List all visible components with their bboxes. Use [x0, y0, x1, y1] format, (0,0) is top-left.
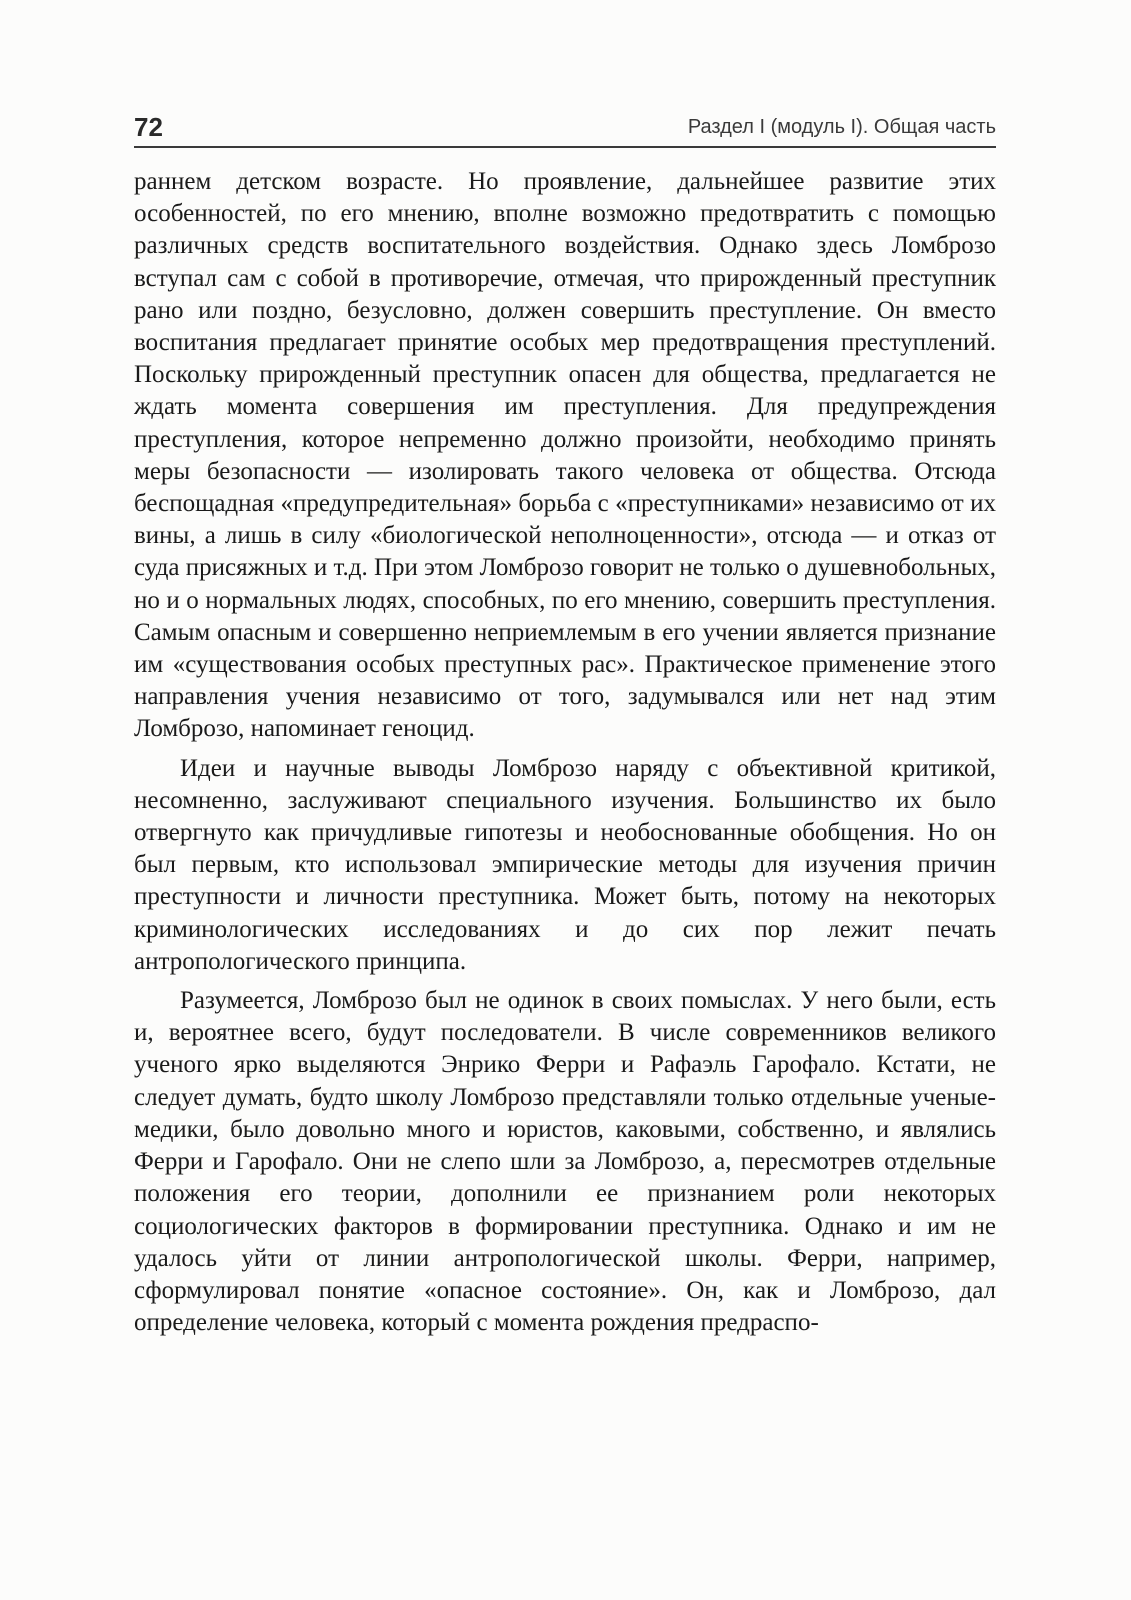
- paragraph-continued: раннем детском возрасте. Но проявление, дальнейшее развитие этих особенностей, по его мнению, вполне возможно предотвратить с помощью различных средств воспитательного воздействия. Однако здесь Ломброзо вступал сам с собой в противоречие, отмечая, что прирожденный преступник рано или поздно, безусловно, должен совершить преступление. Он вместо воспитания предлагает принятие особых мер предотвращения преступлений. Поскольку прирожденный преступник опасен для общества, предлагается не ждать момента совершения им преступления. Для предупреждения преступления, которое непременно должно произойти, необходимо принять меры безопасности — изолировать такого человека от общества. Отсюда беспощадная «предупредительная» борьба с «преступниками» независимо от их вины, а лишь в силу «биологической неполноценности», отсюда — и отказ от суда присяжных и т.д. При этом Ломброзо говорит не только о душевнобольных, но и о нормальных людях, способных, по его мнению, совершить преступления. Самым опасным и совершенно неприемлемым в его учении является признание им «существования особых преступных рас». Практическое применение этого направления учения независимо от того, задумывался или нет над этим Ломброзо, напоминает геноцид.: [134, 168, 996, 743]
- page-number: 72: [134, 112, 163, 142]
- section-title: Раздел I (модуль I). Общая часть: [687, 116, 996, 138]
- body-text: [134, 166, 996, 1339]
- paragraph-followers: Разумеется, Ломброзо был не одинок в своих помыслах. У него были, есть и, вероятнее всего, будут последователи. В числе современников великого ученого ярко выделяются Энрико Ферри и Рафаэль Гарофало. Кстати, не следует думать, будто школу Ломброзо представляли только отдельные ученые-медики, было довольно много и юристов, каковыми, собственно, и являлись Ферри и Гарофало. Они не слепо шли за Ломброзо, а, пересмотрев отдельные положения его теории, дополнили ее признанием роли некоторых социологических факторов в формировании преступника. Однако и им не удалось уйти от линии антропологической школы. Ферри, например, сформулировал понятие «опасное состояние». Он, как и Ломброзо, дал определение человека, который с момента рождения предраспо-: [134, 987, 996, 1337]
- running-header: [134, 110, 996, 148]
- paragraph-lombroso-ideas: Идеи и научные выводы Ломброзо наряду с объективной критикой, несомненно, заслуживают специального изучения. Большинство их было отвергнуто как причудливые гипотезы и необоснованные обобщения. Но он был первым, кто использовал эмпирические методы для изучения причин преступности и личности преступника. Может быть, потому на некоторых криминологических исследованиях и до сих пор лежит печать антропологического принципа.: [134, 754, 996, 975]
